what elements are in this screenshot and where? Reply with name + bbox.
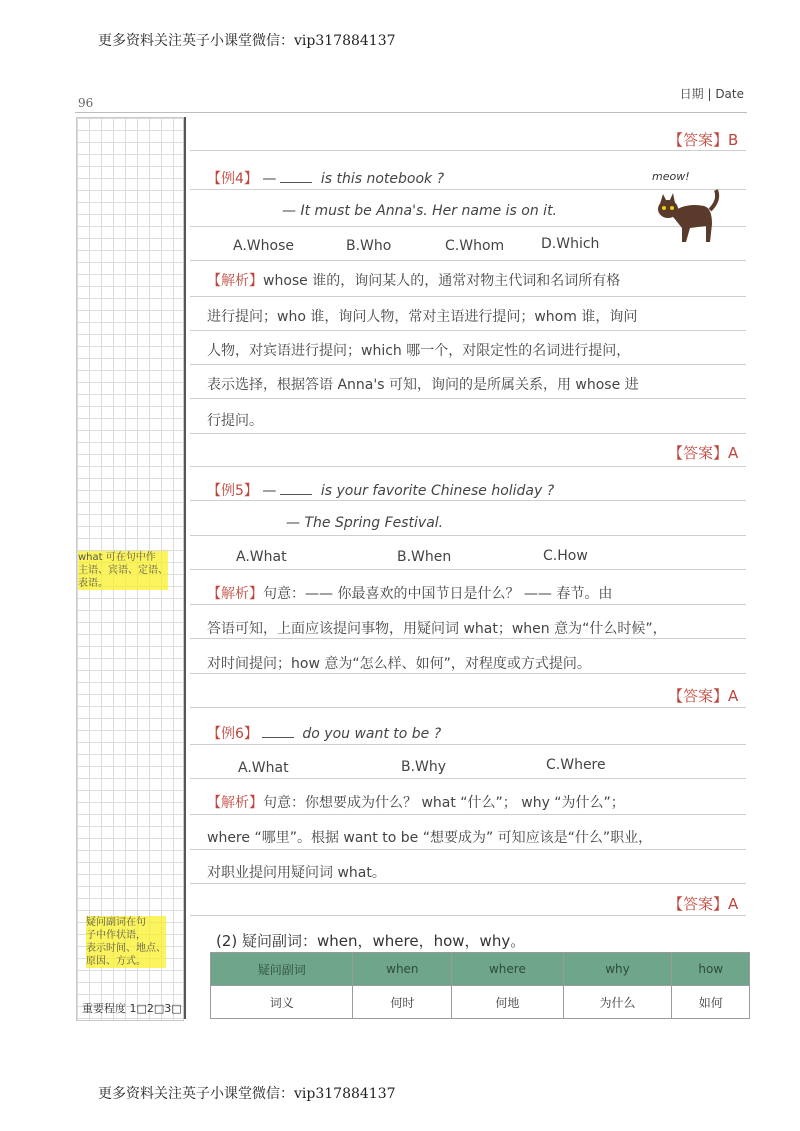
example-5-analysis-line-1: 【解析】句意：—— 你最喜欢的中国节日是什么？ —— 春节。由 [207,586,613,602]
table-cell: 词义 [211,986,353,1019]
example-6-analysis-line-3: 对职业提问用疑问词 what。 [207,865,386,881]
example-6-question: 【例6】 do you want to be ? [207,726,442,742]
watermark-top: 更多资料关注英子小课堂微信：vip317884137 [98,33,396,49]
header-divider [75,112,747,113]
example-4-analysis-line-4: 表示选择，根据答语 Anna's 可知，询问的是所属关系，用 whose 进 [207,377,639,393]
example-4-option-a: A.Whose [233,238,294,254]
analysis-tag: 【解析】 [207,795,263,811]
side-note-what: what 可在句中作 主语、宾语、定语、 表语。 [78,552,168,589]
margin-rule [184,117,186,1019]
answer-example-4: 【答案】A [668,444,739,462]
date-label: 日期 | Date [679,87,744,101]
example-4-analysis-line-2: 进行提问；who 谁，询问人物，常对主语进行提问；whom 谁，询问 [207,309,638,325]
table-header-cell: where [452,953,563,986]
answer-prev: 【答案】B [668,131,739,149]
page-number: 96 [78,96,94,110]
example-6-analysis-line-2: where “哪里”。根据 want to be “想要成为” 可知应该是“什么”职业， [207,830,653,846]
example-6-option-a: A.What [238,760,289,776]
example-4-option-c: C.Whom [445,238,505,254]
example-5-option-c: C.How [543,548,588,564]
example-5-analysis-line-2: 答语可知，上面应该提问事物，用疑问词 what；when 意为“什么时候”， [207,621,667,637]
table-cell: 为什么 [563,986,672,1019]
table-header-cell: 疑问副词 [211,953,353,986]
example-4-analysis-line-1: 【解析】whose 谁的，询问某人的，通常对物主代词和名词所有格 [207,273,621,289]
table-cell: 何地 [452,986,563,1019]
table-row [211,986,750,1019]
table-header-cell: when [353,953,452,986]
table-cell: 如何 [672,986,750,1019]
example-6-option-c: C.Where [546,757,606,773]
example-5-analysis-line-3: 对时间提问；how 意为“怎么样、如何”，对程度或方式提问。 [207,656,591,672]
example-5-question: 【例5】 — is your favorite Chinese holiday ? [207,483,555,499]
example-4-analysis-line-3: 人物，对宾语进行提问；which 哪一个，对限定性的名词进行提问， [207,343,631,359]
example-4-analysis-line-5: 行提问。 [207,413,263,429]
answer-example-5: 【答案】A [668,687,739,705]
adverb-table [210,952,750,1019]
example-4-question: 【例4】 — is this notebook ? [207,171,445,187]
answer-example-6: 【答案】A [668,895,739,913]
analysis-tag: 【解析】 [207,273,263,289]
example-6-tag: 【例6】 [207,726,258,742]
example-4-option-d: D.Which [541,236,600,252]
example-4-tag: 【例4】 [207,171,258,187]
watermark-bottom: 更多资料关注英子小课堂微信：vip317884137 [98,1086,396,1102]
cat-icon [654,184,724,246]
cat-caption: meow! [652,170,690,183]
example-6-analysis-line-1: 【解析】句意：你想要成为什么？ what “什么”； why “为什么”； [207,795,625,811]
table-header-cell: why [563,953,672,986]
side-note-adverbs: 疑问副词在句 子中作状语， 表示时间、地点、 原因、方式。 [86,917,166,967]
example-6-option-b: B.Why [401,759,447,775]
table-cell: 何时 [353,986,452,1019]
importance-rating: 重要程度 1□2□3□ [82,1002,182,1015]
example-4-option-b: B.Who [346,238,392,254]
table-header-row [211,953,750,986]
example-5-reply: — The Spring Festival. [286,515,444,531]
example-5-option-a: A.What [236,549,287,565]
example-4-reply: — It must be Anna's. Her name is on it. [282,203,558,219]
section-title-adverbs: (2) 疑问副词：when，where，how，why。 [216,932,526,950]
example-5-tag: 【例5】 [207,483,258,499]
example-5-option-b: B.When [397,549,452,565]
analysis-tag: 【解析】 [207,586,263,602]
table-header-cell: how [672,953,750,986]
